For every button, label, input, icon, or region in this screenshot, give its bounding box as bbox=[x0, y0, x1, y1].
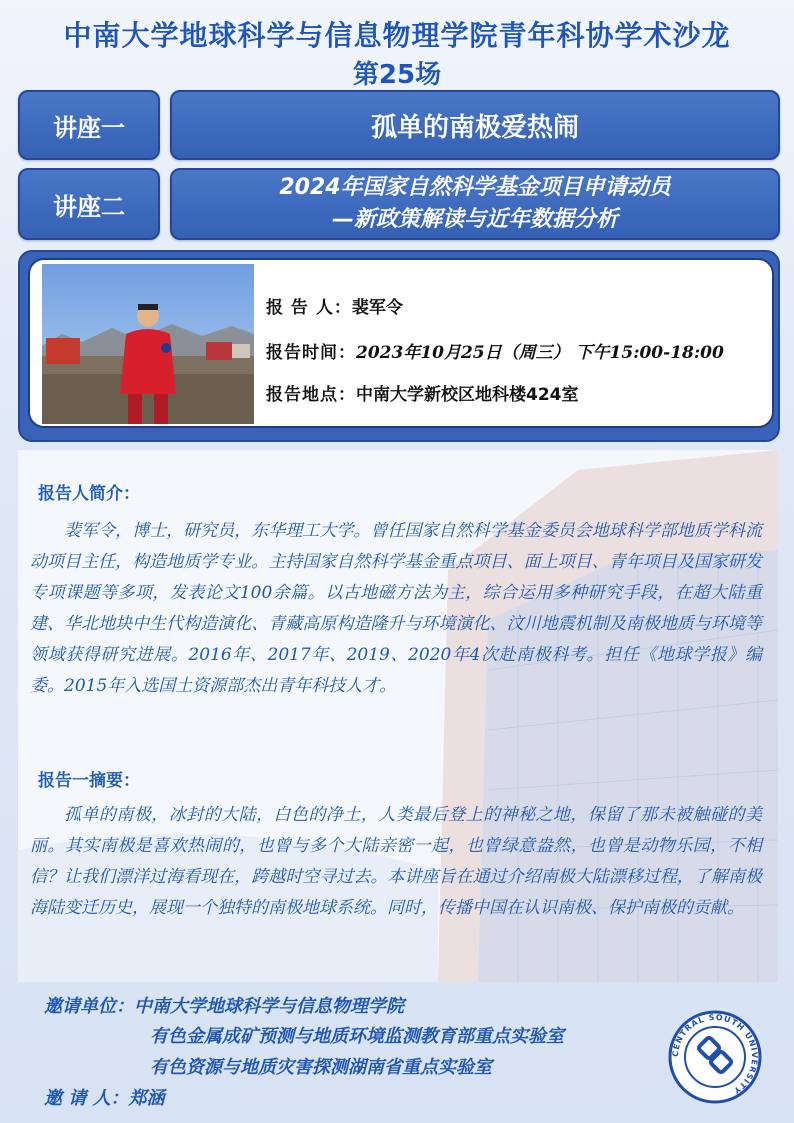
talk-place-label: 报告地点： bbox=[266, 385, 356, 405]
lecture-1-title: 孤单的南极爱热闹 bbox=[170, 90, 780, 160]
lecture-1-label: 讲座一 bbox=[18, 90, 160, 160]
inviter-name: 郑涵 bbox=[128, 1088, 165, 1109]
poster-title-line1: 中南大学地球科学与信息物理学院青年科协学术沙龙 bbox=[63, 19, 731, 52]
host-org-row bbox=[44, 992, 404, 1018]
lecture-2-title bbox=[170, 168, 780, 240]
bio-heading: 报告人简介： bbox=[38, 484, 140, 504]
talk-time-row bbox=[266, 338, 724, 363]
talk-time-label: 报告时间： bbox=[266, 343, 356, 363]
talk-place: 中南大学新校区地科楼424室 bbox=[356, 385, 579, 405]
speaker-name-row bbox=[266, 293, 403, 318]
inviter-row bbox=[44, 1084, 165, 1110]
abstract-heading: 报告一摘要： bbox=[38, 771, 140, 791]
university-logo-icon bbox=[668, 1010, 762, 1104]
abstract-text: 孤单的南极，冰封的大陆，白色的净土，人类最后登上的神秘之地，保留了那未被触碰的美丽。其实南极是喜欢热闹的，也曾与多个大陆亲密一起，也曾绿意盎然，也曾是动物乐园，不相信？让我们漂洋过海看现在，跨越时空寻过去。本讲座旨在通过介绍南极大陆漂移过程，了解南极海陆变迁历史，展现一个独特的南极地球系统。同时，传播中国在认识南极、保护南极的贡献。 bbox=[30, 805, 762, 918]
inviter-label: 邀 请 人： bbox=[44, 1088, 129, 1109]
poster-title-line2: 第25场 bbox=[352, 60, 442, 90]
lecture-2-label: 讲座二 bbox=[18, 168, 160, 240]
lecture-2-title-line2: —新政策解读与近年数据分析 bbox=[331, 207, 618, 232]
speaker-photo bbox=[42, 264, 254, 424]
speaker-name-label: 报 告 人： bbox=[266, 298, 352, 318]
logo-ring-text: CENTRAL SOUTH UNIVERSITY bbox=[670, 1012, 760, 1096]
host-org-label: 邀请单位： bbox=[44, 996, 134, 1017]
speaker-name: 裴军令 bbox=[351, 298, 403, 318]
host-org-2: 有色金属成矿预测与地质环境监测教育部重点实验室 bbox=[150, 1026, 564, 1047]
talk-place-row bbox=[266, 380, 579, 405]
talk-time: 2023年10月25日（周三） 下午15:00-18:00 bbox=[356, 343, 724, 363]
bio-text: 裴军令，博士，研究员，东华理工大学。曾任国家自然科学基金委员会地球科学部地质学科流动项目主任，构造地质学专业。主持国家自然科学基金重点项目、面上项目、青年项目及国家研发专项课题等多项，发表论文100余篇。以古地磁方法为主，综合运用多种研究手段，在超大陆重建、华北地块中生代构造演化、青藏高原构造隆升与环境演化、汶川地震机制及南极地质与环境等领域获得研究进展。2016年、2017年、2019、2020年4次赴南极科考。担任《地球学报》编委。2015年入选国土资源部杰出青年科技人才。 bbox=[30, 521, 762, 696]
lecture-2-title-line1: 2024年国家自然科学基金项目申请动员 bbox=[279, 175, 671, 200]
host-org-1: 中南大学地球科学与信息物理学院 bbox=[134, 996, 404, 1017]
host-org-3: 有色资源与地质灾害探测湖南省重点实验室 bbox=[150, 1057, 492, 1078]
